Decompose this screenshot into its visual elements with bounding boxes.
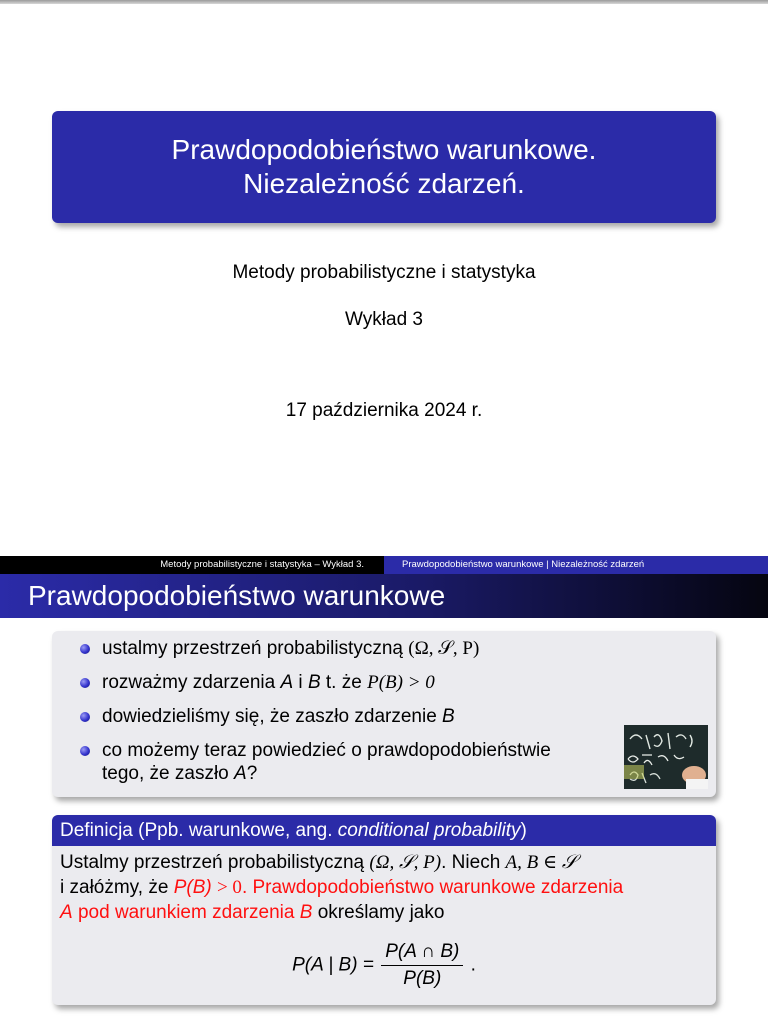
bullet-icon (80, 678, 90, 688)
definition-text: i załóżmy, że (60, 877, 169, 898)
math-expression: (Ω, 𝒮, P) (408, 638, 480, 659)
bullet-text: ustalmy przestrzeń probabilistyczną (102, 638, 403, 659)
bullet-text: tego, że zaszło (102, 763, 229, 784)
definition-title-italic: conditional probability (337, 820, 521, 841)
bullet-text: dowiedzieliśmy się, że zaszło zdarzenie (102, 706, 437, 727)
definition-line-1 (60, 850, 708, 875)
math-expression: A, B ∈ 𝒮 (505, 852, 577, 873)
definition-text: określamy jako (317, 902, 445, 923)
title-line-1: Prawdopodobieństwo warunkowe. (171, 134, 597, 165)
top-rule (0, 0, 768, 4)
math-expression: > 0 (216, 877, 242, 898)
math-var: A (60, 902, 73, 923)
math-expression: P(B) (173, 877, 212, 898)
bullet-text: ? (246, 763, 258, 784)
lecture-number: Wykład 3 (345, 309, 423, 330)
definition-title-text: Definicja (Ppb. warunkowe, ang. (60, 820, 333, 841)
list-item (80, 671, 610, 694)
list-item (80, 705, 610, 728)
bullet-list (80, 637, 610, 796)
formula-fraction (381, 941, 463, 990)
frame-title: Prawdopodobieństwo warunkowe (0, 574, 768, 618)
formula-denominator: P(B) (403, 968, 442, 989)
formula-numerator: P(A ∩ B) (381, 941, 463, 966)
alert-text: . Prawdopodobieństwo warunkowe zdarzenia (241, 877, 624, 898)
math-expression: (Ω, 𝒮, P) (369, 852, 442, 873)
definition-line-3 (60, 900, 708, 925)
blackboard-photo-icon (624, 725, 708, 789)
list-item (80, 637, 610, 660)
definition-block (52, 815, 716, 1005)
math-var: A (234, 763, 247, 784)
bullet-icon (80, 644, 90, 654)
nav-section-link[interactable]: Prawdopodobieństwo warunkowe | Niezależność zdarzeń (384, 556, 768, 574)
formula-period: . (470, 954, 476, 976)
definition-line-2 (60, 875, 708, 900)
math-var: B (299, 902, 313, 923)
header-navbar (0, 556, 768, 574)
math-var: B (442, 706, 455, 727)
definition-text: Ustalmy przestrzeń probabilistyczną (60, 852, 365, 873)
math-expression: P(B) > 0 (367, 672, 435, 693)
alert-text: pod warunkiem zdarzenia (77, 902, 295, 923)
definition-title (52, 815, 716, 846)
bullet-block (52, 631, 716, 797)
lecture-date: 17 października 2024 r. (285, 400, 483, 421)
conditional-probability-formula (52, 941, 716, 990)
definition-title-text: ) (520, 820, 527, 841)
bullet-icon (80, 746, 90, 756)
math-var: A (280, 672, 294, 693)
definition-text: . Niech (441, 852, 501, 873)
course-name: Metody probabilistyczne i statystyka (232, 262, 536, 283)
math-var: B (307, 672, 321, 693)
bullet-icon (80, 712, 90, 722)
list-item (80, 739, 610, 785)
title-line-2: Niezależność zdarzeń. (243, 168, 525, 199)
bullet-text: t. że (325, 672, 362, 693)
bullet-text: rozważmy zdarzenia (102, 672, 276, 693)
bullet-text: co możemy teraz powiedzieć o prawdopodobieństwie (102, 740, 551, 761)
title-box (52, 111, 716, 223)
nav-course-link[interactable]: Metody probabilistyczne i statystyka – Wykład 3. (0, 556, 384, 574)
definition-body (52, 846, 716, 925)
formula-lhs: P(A | B) = (292, 954, 374, 976)
bullet-text: i (298, 672, 303, 693)
